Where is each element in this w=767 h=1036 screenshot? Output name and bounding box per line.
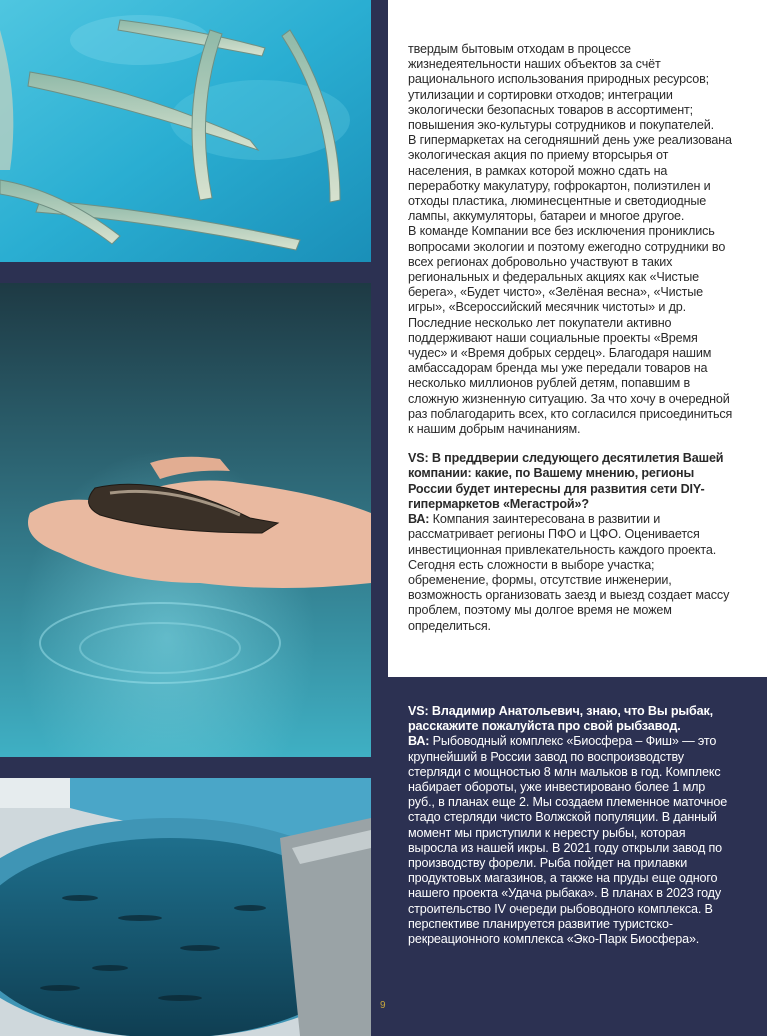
- question-fish-farm: VS: Владимир Анатольевич, знаю, что Вы рыбак, расскажите пожалуйста про свой рыбзавод.: [408, 704, 713, 734]
- sturgeon-tank-image: [0, 0, 371, 262]
- article-column-white: [408, 42, 733, 634]
- answer-regions: [408, 512, 733, 634]
- answer-label: ВА:: [408, 512, 430, 527]
- photo-sturgeon-tank: [0, 0, 371, 262]
- answer-label: ВА:: [408, 734, 430, 749]
- paragraph-team-ecology: В команде Компании все без исключения прониклись вопросами экологии и поэтому ежегодно сотрудники во всех регионах добровольно участвуют в таких региональных и федеральных акциях как «Чистые берега», «Будет чисто», «Зелёная весна», «Чистые игры», «Всероссийский месячник чистоты» и др.: [408, 224, 726, 315]
- article-column-dark: [408, 704, 733, 947]
- answer-text: Рыбоводный комплекс «Биосфера – Фиш» — это крупнейший в России завод по воспроизводству стерляди с мощностью 8 млн мальков в год. Комплекс набирает обороты, уже инвестировано более 1 млр руб., в планах еще 2. Мы создаем племенное маточное стадо стерляди чисто Волжской популяции. В данный момент мы приступили к нересту рыбы, которая выросла из нашей икры. В 2021 году открыли завод по производству форели. Рыба пойдет на прилавки продуктовых магазинов, а также на пруды еще одного нашего проекта «Удача рыбака». В планах в 2023 году строительство IV очереди рыбоводного комплекса. В перспективе планируется развитие туристско-рекреационного комплекса «Эко-Парк Биосфера».: [408, 734, 728, 947]
- paragraph-social-projects: Последние несколько лет покупатели активно поддерживают наши социальные проекты «Время чудес» и «Время добрых сердец». Благодаря нашим амбассадорам бренда мы уже передали товаров на несколько миллионов рублей детям, попавшим в сложную жизненную ситуацию. За что хочу в очередной раз поблагодарить всех, кто согласился присоединиться к нашим добрым начинаниям.: [408, 315, 733, 437]
- paragraph-recycling-action: В гипермаркетах на сегодняшний день уже реализована экологическая акция по приему вторсырья от населения, в рамках которой можно сдать на переработку макулатуру, гофрокартон, полиэтилен и отходы пластика, люминесцентные и светодиодные лампы, аккумуляторы, батареи и многое другое.: [408, 133, 732, 224]
- paragraph-eco-policy: твердым бытовым отходам в процессе жизнедеятельности наших объектов за счёт рационального использования природных ресурсов; утилизации и сортировки отходов; интеграции экологически безопасных товаров в ассортимент; повышения эко-культуры сотрудников и покупателей.: [408, 42, 714, 133]
- fish-pool-image: [0, 778, 371, 1036]
- answer-fish-farm: [408, 734, 733, 947]
- photo-fish-pool: [0, 778, 371, 1036]
- answer-text: Компания заинтересована в развитии и рассматривает регионы ПФО и ЦФО. Оценивается инвестиционная привлекательность каждого проекта. Сегодня есть сложности в выборе участка; обременение, формы, отсутствие инженерии, возможность организовать заезд и выезд создает массу проблем, поэтому мы долгое время не можем определиться.: [408, 512, 730, 633]
- page-number: 9: [380, 1000, 386, 1011]
- question-regions: VS: В преддверии следующего десятилетия Вашей компании: какие, по Вашему мнению, регионы России будет интересны для развития сети DIY-гипермаркетов «Мегастрой»?: [408, 451, 724, 511]
- fry-in-hand-image: [0, 283, 371, 757]
- photo-sturgeon-fry-in-hand: [0, 283, 371, 757]
